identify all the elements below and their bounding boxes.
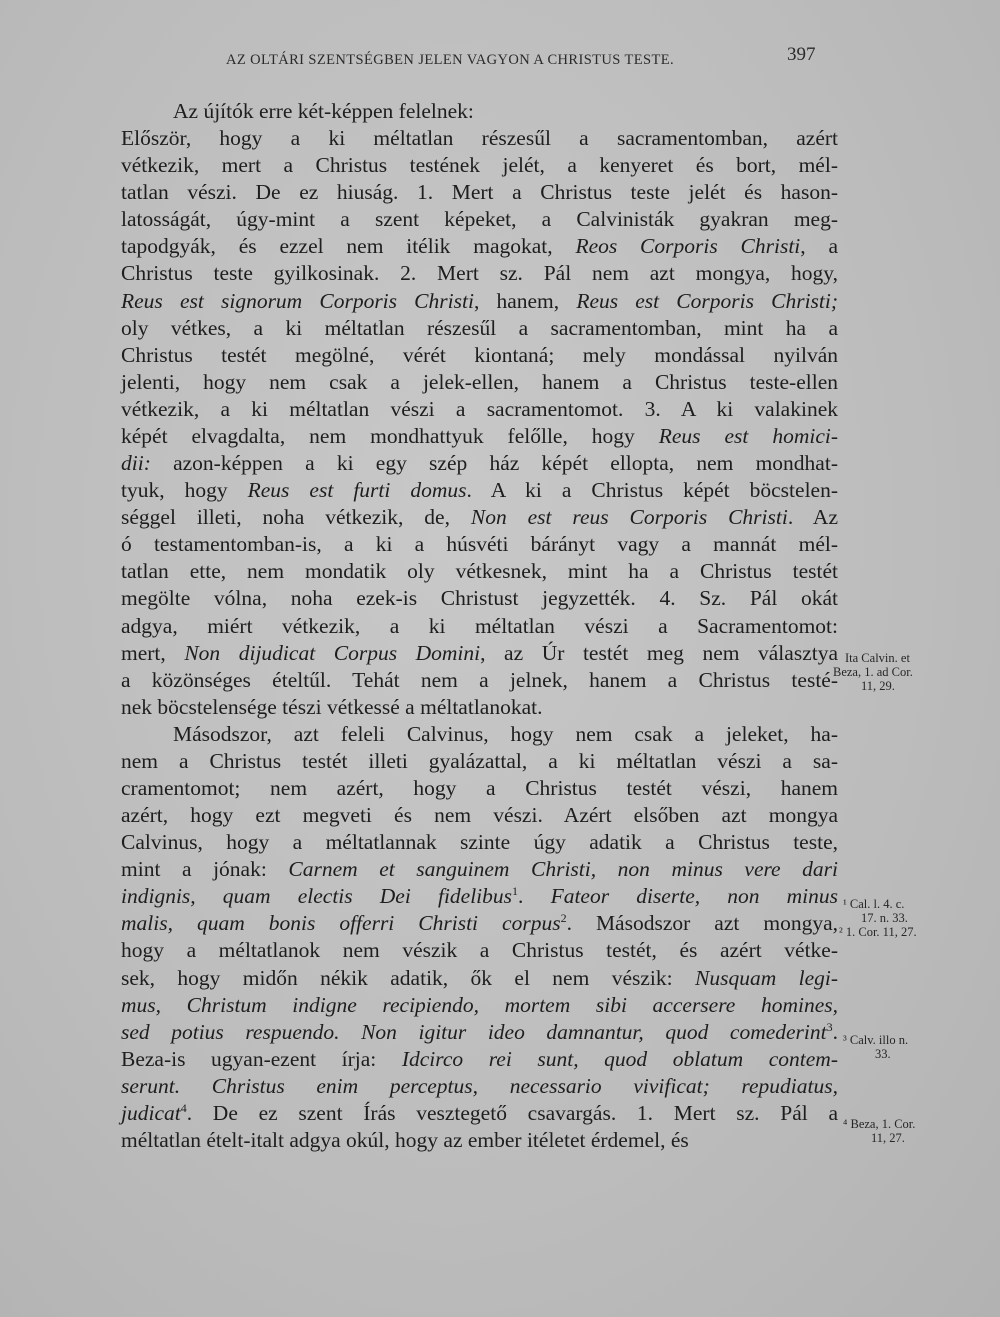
text-line: Calvinus, hogy a méltatlannak szinte úgy adatik a Christus teste, — [121, 830, 838, 854]
text-line: dii: azon-képpen a ki egy szép ház képét ellopta, nem mondhat- — [121, 451, 838, 475]
text-line: serunt. Christus enim perceptus, necessario vivificat; repudiatus, — [121, 1074, 838, 1098]
text-line: Az újítók erre két-képpen felelnek: — [173, 99, 474, 123]
text-line: adgya, miért vétkezik, a ki méltatlan vészi a Sacramentomot: — [121, 614, 838, 638]
text-line: nek böcstelensége tészi vétkessé a méltatlanokat. — [121, 695, 543, 719]
text-line: mint a jónak: Carnem et sanguinem Christi, non minus vere dari — [121, 857, 838, 881]
text-line: méltatlan ételt-italt adgya okúl, hogy az ember itéletet érdemel, és — [121, 1128, 689, 1152]
text-line: megölte vólna, noha ezek-is Christust jegyzették. 4. Sz. Pál okát — [121, 586, 838, 610]
margin-note-ita-calvin — [833, 651, 963, 693]
margin-note-line: 33. — [875, 1047, 891, 1061]
text-line: vétkezik, a ki méltatlan vészi a sacramentomot. 3. A ki valakinek — [121, 397, 838, 421]
margin-note-1 — [839, 897, 963, 939]
text-line: oly vétkes, a ki méltatlan részesűl a sacramentomban, mint ha a — [121, 316, 838, 340]
text-line: hogy a méltatlanok nem vészik a Christus testét, és azért vétke- — [121, 938, 838, 962]
text-line: a közönséges ételtűl. Tehát nem a jelnek, hanem a Christus testé- — [121, 668, 838, 692]
text-line: nem a Christus testét illeti gyalázattal, a ki méltatlan vészi a sa- — [121, 749, 838, 773]
margin-note-line: 17. n. 33. — [861, 911, 908, 925]
text-line: indignis, quam electis Dei fidelibus$^1$. Fateor diserte, non minus — [121, 883, 839, 908]
text-line: Christus teste gyilkosinak. 2. Mert sz. Pál nem azt mongya, hogy, — [121, 261, 838, 285]
text-line: Christus testét megölné, vérét kiontaná; mely mondással nyilván — [121, 343, 838, 367]
margin-note-line: Ita Calvin. et — [845, 651, 910, 665]
text-line: tatlan ette, nem mondatik oly vétkesnek, mint ha a Christus testét — [121, 559, 838, 583]
text-line: Beza-is ugyan-ezent írja: Idcirco rei sunt, quod oblatum contem- — [121, 1047, 838, 1071]
text-line: vétkezik, mert a Christus testének jelét, a kenyeret és bort, mél- — [121, 153, 838, 177]
text-line: Reus est signorum Corporis Christi, hanem, Reus est Corporis Christi; — [121, 289, 839, 313]
text-line: malis, quam bonis offerri Christi corpus$^2$. Másodszor azt mongya, — [121, 910, 838, 935]
margin-note-line: 11, 29. — [861, 679, 895, 693]
margin-note-3 — [843, 1033, 963, 1061]
text-line: Először, hogy a ki méltatlan részesűl a sacramentomban, azért — [121, 126, 838, 150]
margin-note-4 — [843, 1117, 963, 1145]
text-line: mus, Christum indigne recipiendo, mortem sibi accersere homines, — [121, 993, 838, 1017]
running-title: AZ OLTÁRI SZENTSÉGBEN JELEN VAGYON A CHRISTUS TESTE. — [226, 52, 675, 68]
text-line: sek, hogy midőn nékik adatik, ők el nem vészik: Nusquam legi- — [121, 966, 838, 990]
text-line: tyuk, hogy Reus est furti domus. A ki a Christus képét böcstelen- — [121, 478, 838, 502]
text-line: képét elvagdalta, nem mondhattyuk felőlle, hogy Reus est homici- — [121, 424, 838, 448]
text-line: judicat$^4$. De ez szent Írás vesztegető csavargás. 1. Mert sz. Pál a — [121, 1100, 838, 1125]
text-line: Másodszor, azt feleli Calvinus, hogy nem csak a jeleket, ha- — [173, 722, 838, 746]
margin-note-line: Beza, 1. ad Cor. — [833, 665, 913, 679]
margin-note-line: 11, 27. — [871, 1131, 905, 1145]
text-line: cramentomot; nem azért, hogy a Christus testét vészi, hanem — [121, 776, 838, 800]
text-line: ó testamentomban-is, a ki a húsvéti bárányt vagy a mannát mél- — [121, 532, 838, 556]
margin-note-line: ² 1. Cor. 11, 27. — [839, 925, 917, 939]
text-line: azért, hogy ezt megveti és nem vészi. Azért elsőben azt mongya — [121, 803, 838, 827]
text-line: latosságát, úgy-mint a szent képeket, a Calvinisták gyakran meg- — [121, 207, 838, 231]
text-line: jelenti, hogy nem csak a jelek-ellen, hanem a Christus teste-ellen — [121, 370, 838, 394]
text-line: séggel illeti, noha vétkezik, de, Non est reus Corporis Christi. Az — [121, 505, 839, 529]
text-line: mert, Non dijudicat Corpus Domini, az Úr testét meg nem választya — [121, 641, 838, 665]
margin-note-line: ³ Calv. illo n. — [843, 1033, 909, 1047]
margin-note-line: ⁴ Beza, 1. Cor. — [843, 1117, 916, 1131]
page-number: 397 — [787, 44, 816, 65]
margin-note-line: ¹ Cal. l. 4. c. — [843, 897, 905, 911]
text-line: sed potius respuendo. Non igitur ideo damnantur, quod comederint$^3$. — [121, 1019, 838, 1044]
text-line: tapodgyák, és ezzel nem itélik magokat, Reos Corporis Christi, a — [121, 234, 839, 258]
text-line: tatlan vészi. De ez hiuság. 1. Mert a Christus teste jelét és hason- — [121, 180, 838, 204]
